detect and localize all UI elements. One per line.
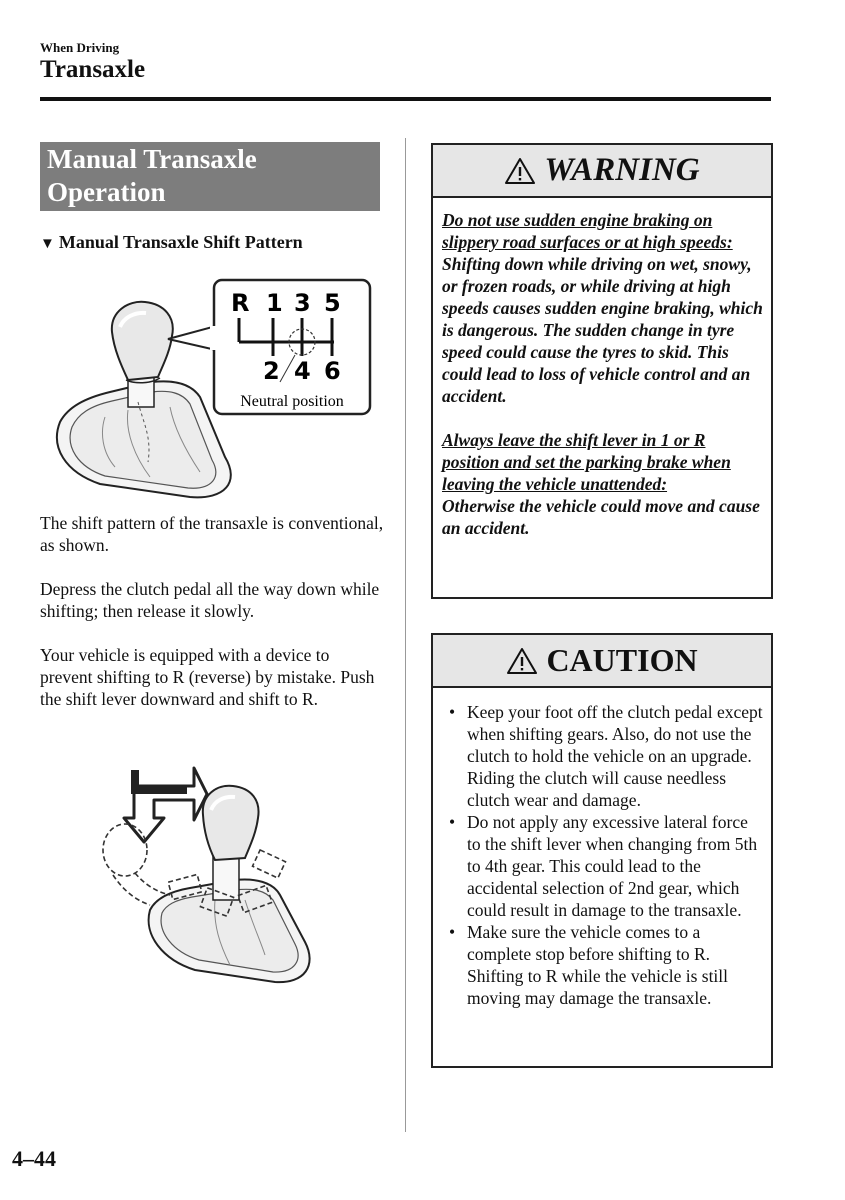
list-item — [447, 811, 765, 921]
warning-text-unattended: Otherwise the vehicle could move and cause an accident. — [442, 496, 760, 538]
caution-item-text: Do not apply any excessive lateral force to the shift lever when changing from 5th to 4th gear. This could lead to the accidental selection of 2nd gear, which could result in damage to the transaxle. — [467, 812, 758, 920]
list-item — [447, 701, 765, 811]
list-item — [447, 921, 765, 1009]
warning-heading-engine-braking: Do not use sudden engine braking on slippery road surfaces or at high speeds: — [442, 210, 733, 252]
gear-label-4: 4 — [294, 357, 311, 385]
section-title: Manual Transaxle Operation — [40, 142, 380, 211]
caution-header — [433, 635, 771, 688]
warning-body — [442, 209, 767, 539]
caution-item-text: Keep your foot off the clutch pedal except when shifting gears. Also, do not use the clutch to hold the vehicle on an upgrade. Riding the clutch will cause needless clutch wear and damage. — [467, 702, 763, 810]
bullet-icon: • — [449, 702, 456, 722]
gear-label-6: 6 — [324, 357, 341, 385]
warning-text-engine-braking: Shifting down while driving on wet, snowy, or frozen roads, or while driving at high speeds causes sudden engine braking, which is dangerous. The sudden change in tyre speed could cause the tyres to skid. This could lead to loss of vehicle control and an accident. — [442, 254, 763, 406]
gear-label-3: 3 — [294, 289, 311, 317]
column-divider — [405, 138, 406, 1132]
reverse-shift-figure — [95, 760, 345, 990]
caution-title: CAUTION — [546, 642, 698, 678]
shift-pattern-figure — [40, 272, 380, 504]
paragraph-reverse: Your vehicle is equipped with a device to prevent shifting to R (reverse) by mistake. Push the shift lever downward and shift to R. — [40, 645, 375, 709]
header-rule — [40, 97, 771, 101]
bullet-icon: • — [449, 922, 456, 942]
paragraph-shift-pattern: The shift pattern of the transaxle is conventional, as shown. — [40, 513, 384, 555]
warning-title: WARNING — [544, 152, 700, 188]
triangle-bullet-icon: ▼ — [40, 236, 55, 252]
warning-header — [433, 145, 771, 198]
caution-list — [447, 701, 765, 1009]
caution-box — [431, 633, 773, 1068]
subheading — [40, 232, 303, 253]
bullet-icon: • — [449, 812, 456, 832]
gear-label-5: 5 — [324, 289, 341, 317]
gear-label-R: R — [231, 289, 250, 317]
gear-label-2: 2 — [263, 357, 280, 385]
caution-item-text: Make sure the vehicle comes to a complete stop before shifting to R. Shifting to R while the vehicle is still moving may damage the transaxle. — [467, 922, 729, 1008]
paragraph-clutch: Depress the clutch pedal all the way down while shifting; then release it slowly. — [40, 579, 380, 621]
page-number: 4–44 — [12, 1146, 56, 1171]
neutral-position-label: Neutral position — [240, 393, 344, 410]
gear-label-1: 1 — [266, 289, 283, 317]
page-title: Transaxle — [40, 56, 146, 83]
warning-triangle-icon — [504, 157, 536, 185]
subheading-text: Manual Transaxle Shift Pattern — [58, 232, 303, 252]
warning-heading-unattended: Always leave the shift lever in 1 or R position and set the parking brake when leaving the vehicle unattended: — [442, 430, 731, 494]
warning-box — [431, 143, 773, 599]
header-section-label: When Driving — [40, 40, 120, 55]
caution-triangle-icon — [506, 647, 538, 675]
